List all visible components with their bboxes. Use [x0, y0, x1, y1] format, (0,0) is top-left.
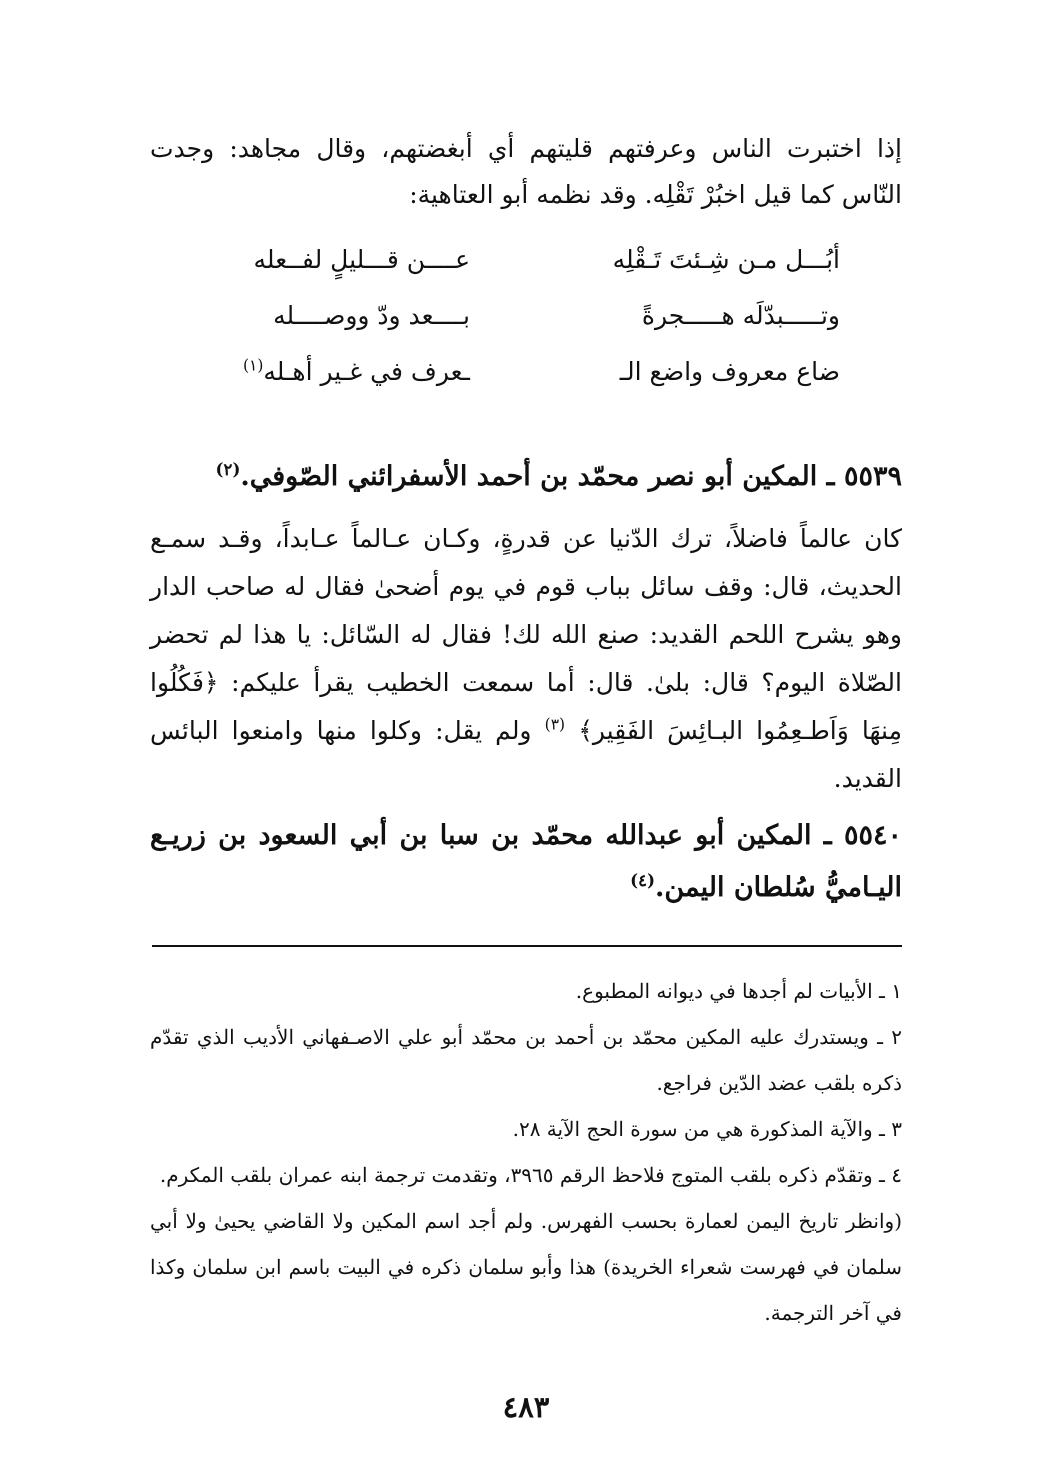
- poem-verse: [235, 232, 840, 288]
- entry-heading-text: ٥٥٣٩ ـ المكين أبو نصر محمّد بن أحمد الأسفرائني الصّوفي.: [240, 461, 902, 492]
- poem-hemistich-second: عــــن قـــليلٍ لفــعله: [253, 245, 470, 274]
- footnote-divider: [152, 945, 902, 947]
- poem-hemistich-second: ـعرف في غـير أهـله: [263, 357, 470, 386]
- entry-heading-text: ٥٥٤٠ ـ المكين أبو عبدالله محمّد بن سبا بن أبي السعود بن زريـع اليـاميُّ سُلطان اليمن.: [150, 820, 902, 903]
- intro-paragraph: إذا اختبرت الناس وعرفتهم قليتهم أي أبغضتهم، وقال مجاهد: وجدت النّاس كما قيل اخبُرْ تَقْلِه. وقد نظمه أبو العتاهية:: [150, 134, 902, 209]
- footnote-marker: (٤): [630, 870, 656, 890]
- footnote-item: (وانظر تاريخ اليمن لعمارة بحسب الفهرس. ولم أجد اسم المكين ولا القاضي يحيىٰ ولا أبي سلمان في فهرست شعراء الخريدة) هذا وأبو سلمان ذكره في البيت باسم ابن سلمان وكذا في آخر الترجمة.: [150, 1209, 902, 1325]
- poem-hemistich-second-wrap: [235, 344, 470, 400]
- entry-heading-5540: [150, 810, 902, 914]
- poem-hemistich-first: ضاع معروف واضع الـ: [619, 357, 840, 386]
- footnote-marker: (١): [242, 356, 264, 375]
- poem-verse: [235, 344, 840, 400]
- footnote-item: ١ ـ الأبيات لم أجدها في ديوانه المطبوع.: [575, 979, 902, 1003]
- page-number: ٤٨٣: [502, 1390, 550, 1424]
- entry-body-text-continued: ولم يقل: وكلوا منها وامنعوا البائس القديد.: [150, 716, 902, 793]
- footnote-item: ٣ ـ والآية المذكورة هي من سورة الحج الآية ٢٨.: [512, 1117, 902, 1141]
- book-page: [150, 0, 902, 1475]
- footnotes-block: [150, 968, 902, 1336]
- entry-heading-5539: [150, 451, 902, 503]
- footnote-marker: (٣): [544, 715, 566, 734]
- poem-hemistich-second: بــــعد ودّ ووصــــله: [273, 301, 470, 330]
- footnote-marker: (٢): [215, 459, 241, 479]
- entry-body-text: كان عالماً فاضلاً، ترك الدّنيا عن قدرةٍ، وكـان عـالماً عـابداً، وقـد سمـع الحديث، قال: وقف سائل بباب قوم في يوم أضحىٰ فقال له صاحب الدار وهو يشرح اللحم القديد: صنع الله لك! فقال له السّائل: يا هذا لم تحضر الصّلاة اليوم؟ قال: بلىٰ. قال: أما سمعت الخطيب يقرأ عليكم: ﴿فَكُلُوا مِنهَا وَاَطـعِمُوا البـائِسَ الفَقِير﴾: [150, 524, 902, 745]
- poem-hemistich-first: وتـــــبدّلَه هـــــجرةً: [641, 301, 840, 330]
- poem-block: [235, 232, 840, 400]
- poem-hemistich-first: أبُـــل مـن شِـئتَ تَـقْلِه: [612, 245, 840, 274]
- footnote-item: ٤ ـ وتقدّم ذكره بلقب المتوج فلاحظ الرقم ٣٩٦٥، وتقدمت ترجمة ابنه عمران بلقب المكرم.: [159, 1163, 902, 1187]
- poem-verse: [235, 288, 840, 344]
- footnote-item: ٢ ـ ويستدرك عليه المكين محمّد بن أحمد بن محمّد أبو علي الاصـفهاني الأديب الذي تقدّم ذكره بلقب عضد الدّين فراجع.: [150, 1025, 902, 1095]
- entry-body-5539: [150, 515, 902, 803]
